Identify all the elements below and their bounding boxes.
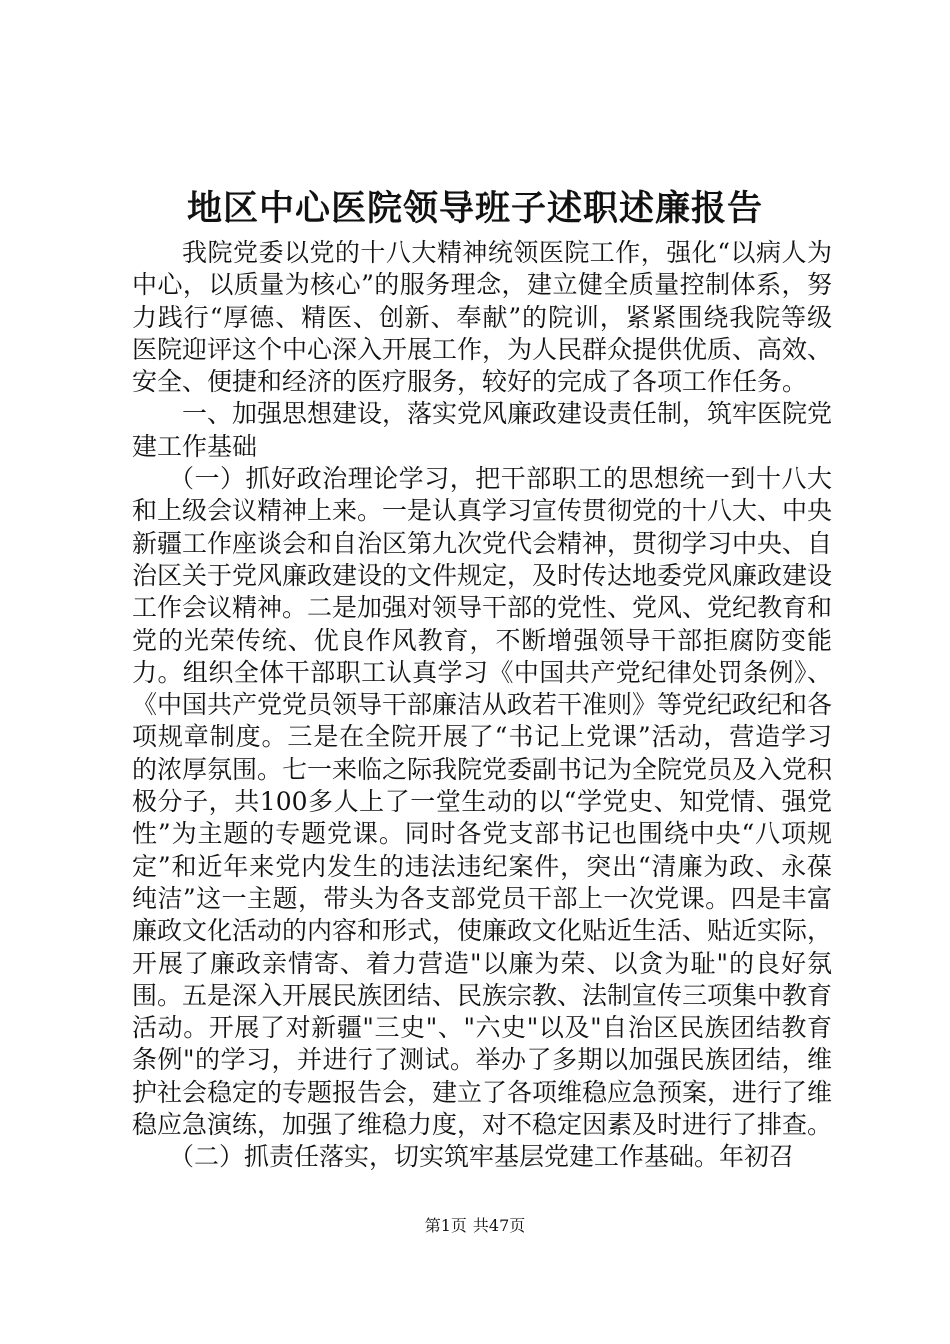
page-footer [0,1215,950,1237]
intro-paragraph: 我院党委以党的十八大精神统领医院工作，强化“以病人为中心，以质量为核心”的服务理念，建立健全质量控制体系，努力践行“厚德、精医、创新、奉献”的院训，紧紧围绕我院等级医院迎评这个中心深入开展工作，为人民群众提供优质、高效、安全、便捷和经济的医疗服务，较好的完成了各项工作任务。 [132,238,833,397]
page-total: 共47页 [472,1216,526,1235]
subsection-paragraph-2: （二）抓责任落实，切实筑牢基层党建工作基础。年初召 [169,1142,795,1172]
page-number: 第1页 [424,1216,467,1235]
document-body [132,237,832,1174]
subsection-paragraph-1: （一）抓好政治理论学习，把干部职工的思想统一到十八大和上级会议精神上来。一是认真学习宣传贯彻党的十八大、中央新疆工作座谈会和自治区第九次党代会精神，贯彻学习中央、自治区关于党风廉政建设的文件规定，及时传达地委党风廉政建设工作会议精神。二是加强对领导干部的党性、党风、党纪教育和党的光荣传统、优良作风教育，不断增强领导干部拒腐防变能力。组织全体干部职工认真学习《中国共产党纪律处罚条例》、《中国共产党党员领导干部廉洁从政若干准则》等党纪政纪和各项规章制度。三是在全院开展了“书记上党课”活动，营造学习的浓厚氛围。七一来临之际我院党委副书记为全院党员及入党积极分子，共100多人上了一堂生动的以“学党史、知党情、强党性”为主题的专题党课。同时各党支部书记也围绕中央“八项规定”和近年来党内发生的违法违纪案件，突出“清廉为政、永葆纯洁”这一主题，带头为各支部党员干部上一次党课。四是丰富廉政文化活动的内容和形式，使廉政文化贴近生活、贴近实际，开展了廉政亲情寄、着力营造"以廉为荣、以贪为耻"的良好氛围。五是深入开展民族团结、民族宗教、法制宣传三项集中教育活动。开展了对新疆"三史"、"六史"以及"自治区民族团结教育条例"的学习，并进行了测试。举办了多期以加强民族团结，维护社会稳定的专题报告会，建立了各项维稳应急预案，进行了维稳应急演练，加强了维稳力度，对不稳定因素及时进行了排查。 [132,464,833,1140]
section-heading-1: 一、加强思想建设，落实党风廉政建设责任制，筑牢医院党建工作基础 [132,399,833,461]
document-title: 地区中心医院领导班子述职述廉报告 [186,188,763,229]
